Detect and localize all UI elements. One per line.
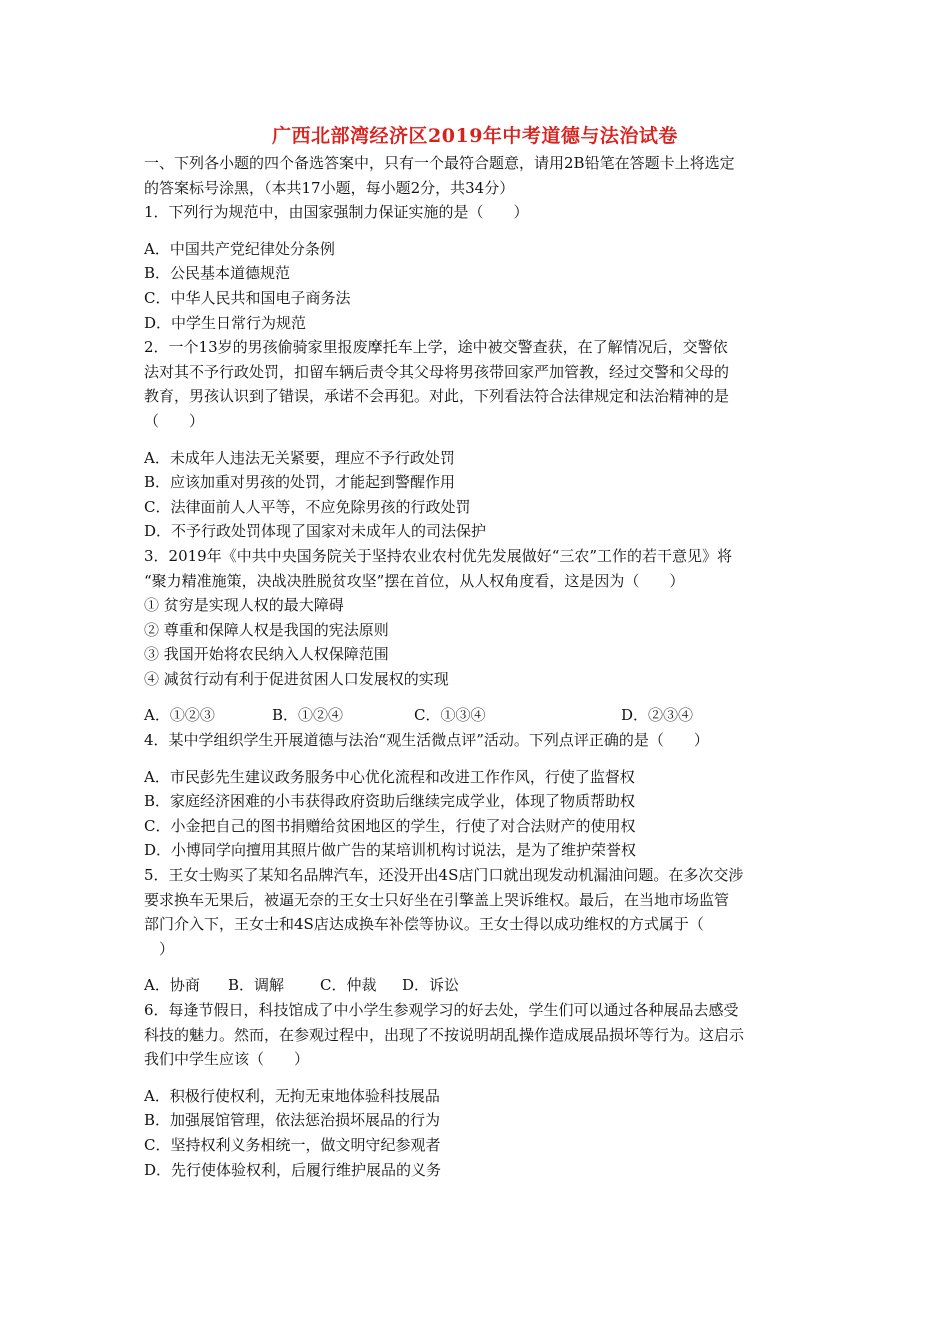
- q6-option-c: C．坚持权利义务相统一，做文明守纪参观者: [144, 1135, 441, 1154]
- section-instruction-line-1: 一、下列各小题的四个备选答案中，只有一个最符合题意，请用2B铅笔在答题卡上将选定: [144, 154, 735, 172]
- q6-option-d: D．先行使体验权利，后履行维护展品的义务: [144, 1160, 442, 1179]
- q3-item-3: ③ 我国开始将农民纳入人权保障范围: [144, 645, 389, 664]
- spacer: [144, 753, 810, 765]
- exam-title: 广西北部湾经济区2019年中考道德与法治试卷: [272, 125, 678, 147]
- q1-option-c: C．中华人民共和国电子商务法: [144, 288, 351, 307]
- q5-stem-line-4: ）: [144, 939, 175, 958]
- q2-stem-line-4: （ ）: [144, 411, 205, 430]
- spacer: [144, 691, 810, 703]
- q2-option-d: D．不予行政处罚体现了国家对未成年人的司法保护: [144, 522, 487, 541]
- q6-stem-line-1: 6．每逢节假日，科技馆成了中小学生参观学习的好去处，学生们可以通过各种展品去感受: [144, 1001, 739, 1019]
- q3-stem-line-2: “聚力精准施策，决战决胜脱贫攻坚”摆在首位，从人权角度看，这是因为（ ）: [144, 571, 685, 590]
- q2-stem-line-3: 教育，男孩认识到了错误，承诺不会再犯。对此，下列看法符合法律规定和法治精神的是: [144, 387, 730, 406]
- q4-stem: 4．某中学组织学生开展道德与法治“观生活微点评”活动。下列点评正确的是（ ）: [144, 731, 709, 750]
- q6-stem-line-3: 我们中学生应该（ ）: [144, 1050, 310, 1069]
- q2-option-a: A．未成年人违法无关紧要，理应不予行政处罚: [144, 448, 455, 467]
- q5-stem-line-2: 要求换车无果后，被逼无奈的王女士只好坐在引擎盖上哭诉维权。最后，在当地市场监管: [144, 890, 730, 909]
- q3-item-2: ② 尊重和保障人权是我国的宪法原则: [144, 620, 389, 639]
- q1-option-b: B．公民基本道德规范: [144, 264, 291, 283]
- section-instruction-line-2: 的答案标号涂黑，（本共17小题，每小题2分，共34分）: [144, 178, 515, 197]
- q5-option-d: D．诉讼: [402, 976, 460, 995]
- q5-option-c: C．仲裁: [320, 976, 377, 995]
- q1-stem: 1．下列行为规范中，由国家强制力保证实施的是（ ）: [144, 203, 529, 222]
- q3-item-4: ④ 减贫行动有利于促进贫困人口发展权的实现: [144, 669, 449, 688]
- q3-option-d: D．②③④: [621, 706, 694, 725]
- q6-stem-line-2: 科技的魅力。然而，在参观过程中，出现了不按说明胡乱操作造成展品损坏等行为。这启示: [144, 1025, 745, 1044]
- q5-options-row: [144, 973, 810, 998]
- spacer: [144, 225, 810, 237]
- spacer: [144, 961, 810, 973]
- q2-option-b: B．应该加重对男孩的处罚，才能起到警醒作用: [144, 473, 456, 492]
- q6-option-a: A．积极行使权利，无拘无束地体验科技展品: [144, 1086, 440, 1105]
- q5-stem-line-3: 部门介入下，王女士和4S店达成换车补偿等协议。王女士得以成功维权的方式属于（: [144, 915, 704, 934]
- exam-content: [144, 151, 810, 1182]
- q1-option-a: A．中国共产党纪律处分条例: [144, 239, 335, 258]
- q3-stem-line-1: 3．2019年《中共中央国务院关于坚持农业农村优先发展做好“三农”工作的若干意见》将: [144, 546, 733, 565]
- q5-option-b: B．调解: [228, 976, 285, 995]
- q5-stem-line-1: 5．王女士购买了某知名品牌汽车，还没开出4S店门口就出现发动机漏油问题。在多次交涉: [144, 866, 744, 885]
- q1-option-d: D．中学生日常行为规范: [144, 313, 307, 332]
- q3-option-a: A．①②③: [144, 706, 215, 725]
- q6-option-b: B．加强展馆管理，依法惩治损坏展品的行为: [144, 1111, 441, 1130]
- q3-option-c: C．①③④: [414, 706, 486, 725]
- q3-option-b: B．①②④: [272, 706, 344, 725]
- q2-stem-line-1: 2．一个13岁的男孩偷骑家里报废摩托车上学，途中被交警查获，在了解情况后，交警依: [144, 338, 728, 357]
- q3-item-1: ① 贫穷是实现人权的最大障碍: [144, 596, 344, 615]
- spacer: [144, 434, 810, 446]
- q2-option-c: C．法律面前人人平等，不应免除男孩的行政处罚: [144, 497, 471, 516]
- q4-option-a: A．市民彭先生建议政务服务中心优化流程和改进工作作风，行使了监督权: [144, 767, 635, 786]
- q4-option-d: D．小博同学向擅用其照片做广告的某培训机构讨说法，是为了维护荣誉权: [144, 841, 637, 860]
- q3-options-row: [144, 703, 810, 728]
- q4-option-b: B．家庭经济困难的小韦获得政府资助后继续完成学业，体现了物质帮助权: [144, 792, 636, 811]
- spacer: [144, 1072, 810, 1084]
- q5-option-a: A．协商: [144, 976, 200, 995]
- q2-stem-line-2: 法对其不予行政处罚，扣留车辆后责令其父母将男孩带回家严加管教，经过交警和父母的: [144, 362, 730, 381]
- q4-option-c: C．小金把自己的图书捐赠给贫困地区的学生，行使了对合法财产的使用权: [144, 816, 636, 835]
